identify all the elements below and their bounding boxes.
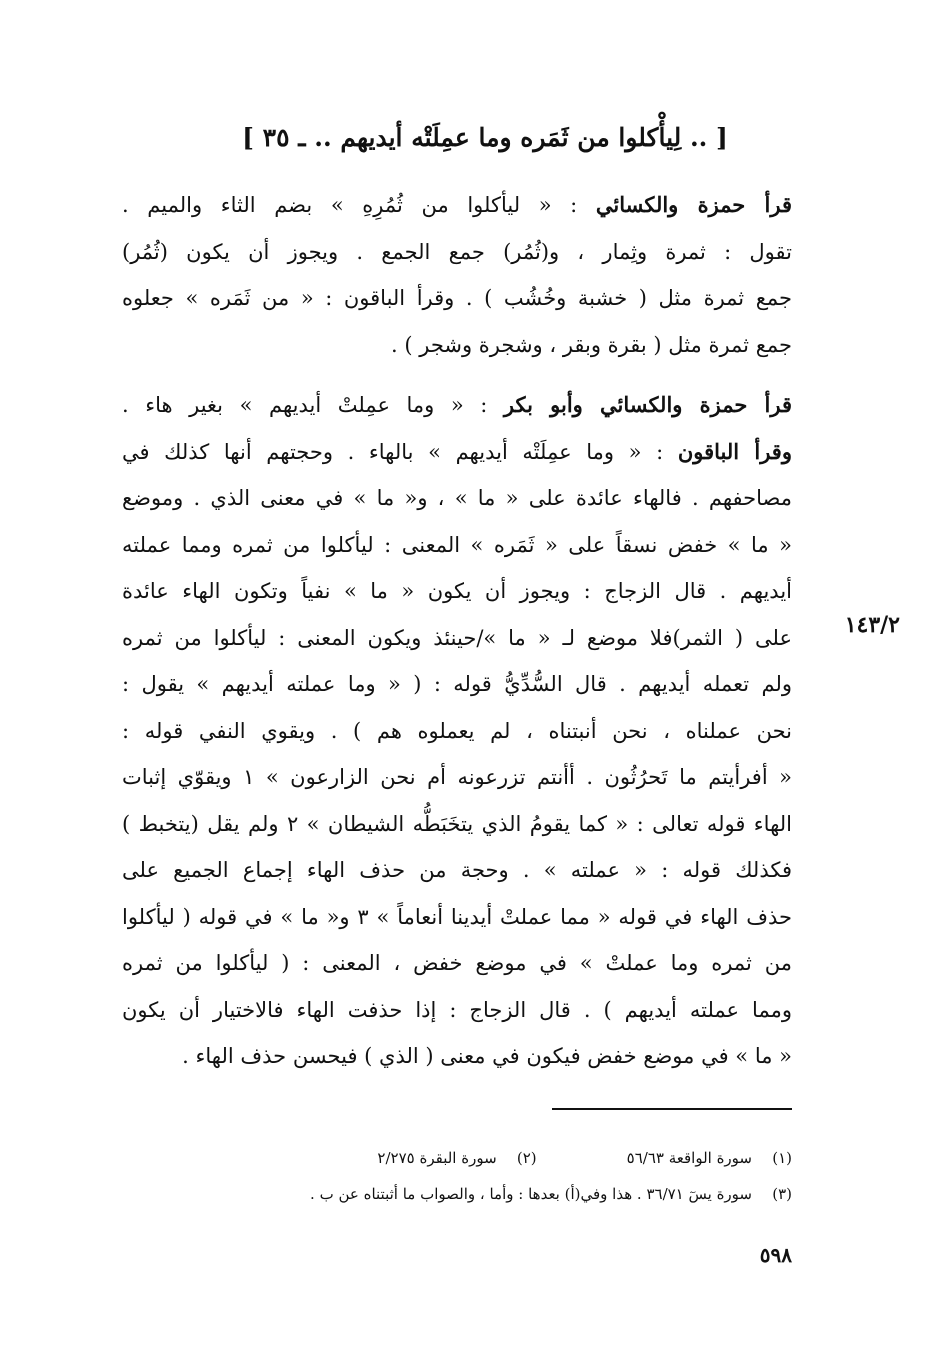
footnote-divider — [552, 1108, 792, 1110]
text-line — [122, 615, 792, 662]
margin-reference: ١٤٣/٢ — [844, 612, 900, 638]
text-line — [122, 661, 792, 708]
text-line — [122, 182, 792, 229]
text-line — [122, 229, 792, 276]
text-line — [122, 987, 792, 1034]
verse-heading: [ .. لِيأْكلوا من ثَمَره وما عمِلَتْه أيديهم .. ـ ٣٥ ] — [242, 123, 728, 152]
text-line — [122, 382, 792, 429]
reader-names: قرأ حمزة والكسائي — [595, 192, 792, 217]
line-text: مصاحفهم . فالهاء عائدة على « ما » ، و« ما » في معنى الذي . وموضع — [122, 486, 792, 510]
line-text: « ما » في موضع خفض فيكون في معنى ( الذي ) فيحسن حذف الهاء . — [182, 1044, 792, 1068]
text-line — [122, 429, 792, 476]
footnote-line — [172, 1140, 792, 1176]
paragraph-thumurihi — [122, 182, 792, 368]
text-line — [122, 522, 792, 569]
footnote-text: سورة يسٓ ٣٦/٧١ . هذا وفي(أ) بعدها : وأما ، والصواب ما أثبتناه عن ب . — [310, 1185, 752, 1203]
footnote-number: (٣) — [772, 1185, 792, 1203]
text-line — [122, 801, 792, 848]
line-text: جمع ثمرة مثل ( بقرة وبقر ، وشجرة وشجر ) . — [391, 332, 792, 357]
text-line — [122, 708, 792, 755]
line-text: تقول : ثمرة وثِمار ، و(ثُمُر) جمع الجمع . ويجوز أن يكون (ثُمُر) — [122, 239, 792, 264]
line-text: من ثمره وما عملتْ » في موضع خفض ، المعنى : ( ليأكلوا من ثمره — [122, 951, 792, 975]
line-text: : « وما عمِلَتْه أيديهم » بالهاء . وحجتهم أنها كذلك في — [122, 439, 678, 464]
line-text: أيديهم . قال الزجاج : ويجوز أن يكون « ما » نفياً وتكون الهاء عائدة — [122, 579, 792, 603]
footnote-text: سورة البقرة ٢/٢٧٥ — [377, 1149, 497, 1167]
line-text: : « ليأكلوا من ثُمُرِهِ » بضم الثاء والميم . — [122, 193, 596, 217]
line-text: ومما عملته أيديهم ) . قال الزجاج : إذا حذفت الهاء فالاختيار أن يكون — [122, 997, 792, 1022]
line-text: جمع ثمرة مثل ( خشبة وخُشُب ) . وقرأ الباقون : « من ثَمَره » جعلوه — [122, 286, 792, 310]
text-line — [122, 847, 792, 894]
reader-names: وقرأ الباقون — [677, 438, 792, 464]
line-text: « أفرأيتم ما تَحرُثُون . أأنتم تزرعونه أم نحن الزارعون » ١ ويقوّي إثبات — [122, 765, 792, 789]
line-text: ولم تعمله أيديهم . قال السُّدِّيُّ قوله : ( « وما عملته أيديهم » يقول : — [122, 672, 792, 696]
line-text: الهاء قوله تعالى : « كما يقومُ الذي يتخَبَطُّه الشيطان » ٢ ولم يقل (يتخبط ) — [122, 811, 792, 836]
footnotes — [172, 1140, 792, 1212]
line-text: نحن عملناه ، نحن أنبتناه ، لم يعملوه هم ) . ويقوي النفي قوله : — [122, 718, 792, 743]
line-text: حذف الهاء في قوله « مما عملتْ أيدينا أنعاماً » ٣ و« ما » في قوله ( ليأكلوا — [122, 904, 792, 929]
footnote-line — [172, 1176, 792, 1212]
page-number: ٥٩٨ — [759, 1243, 792, 1267]
text-line — [122, 475, 792, 522]
paragraph-amilat — [122, 382, 792, 1080]
text-line — [122, 275, 792, 322]
text-line — [122, 940, 792, 987]
footnote-number: (٢) — [516, 1149, 537, 1167]
text-line — [122, 1033, 792, 1080]
footnote-text: سورة الواقعة ٥٦/٦٣ — [626, 1149, 752, 1167]
footnote-number: (١) — [772, 1149, 792, 1167]
text-line — [122, 568, 792, 615]
line-text: : « وما عمِلتْ أيديهم » بغير هاء . — [122, 393, 504, 417]
line-text: فكذلك قوله : « عملته » . وحجة من حذف الهاء إجماع الجميع على — [122, 858, 792, 882]
text-line — [122, 894, 792, 941]
line-text: على ( الثمر)فلا موضع لـ « ما »/حينئذ ويكون المعنى : ليأكلوا من ثمره — [122, 625, 792, 650]
text-line — [122, 322, 792, 369]
reader-names: قرأ حمزة والكسائي وأبو بكر — [503, 392, 792, 417]
line-text: « ما » خفض نسقاً على « ثَمَره » المعنى : ليأكلوا من ثمره ومما عملته — [122, 532, 792, 557]
text-line — [122, 754, 792, 801]
